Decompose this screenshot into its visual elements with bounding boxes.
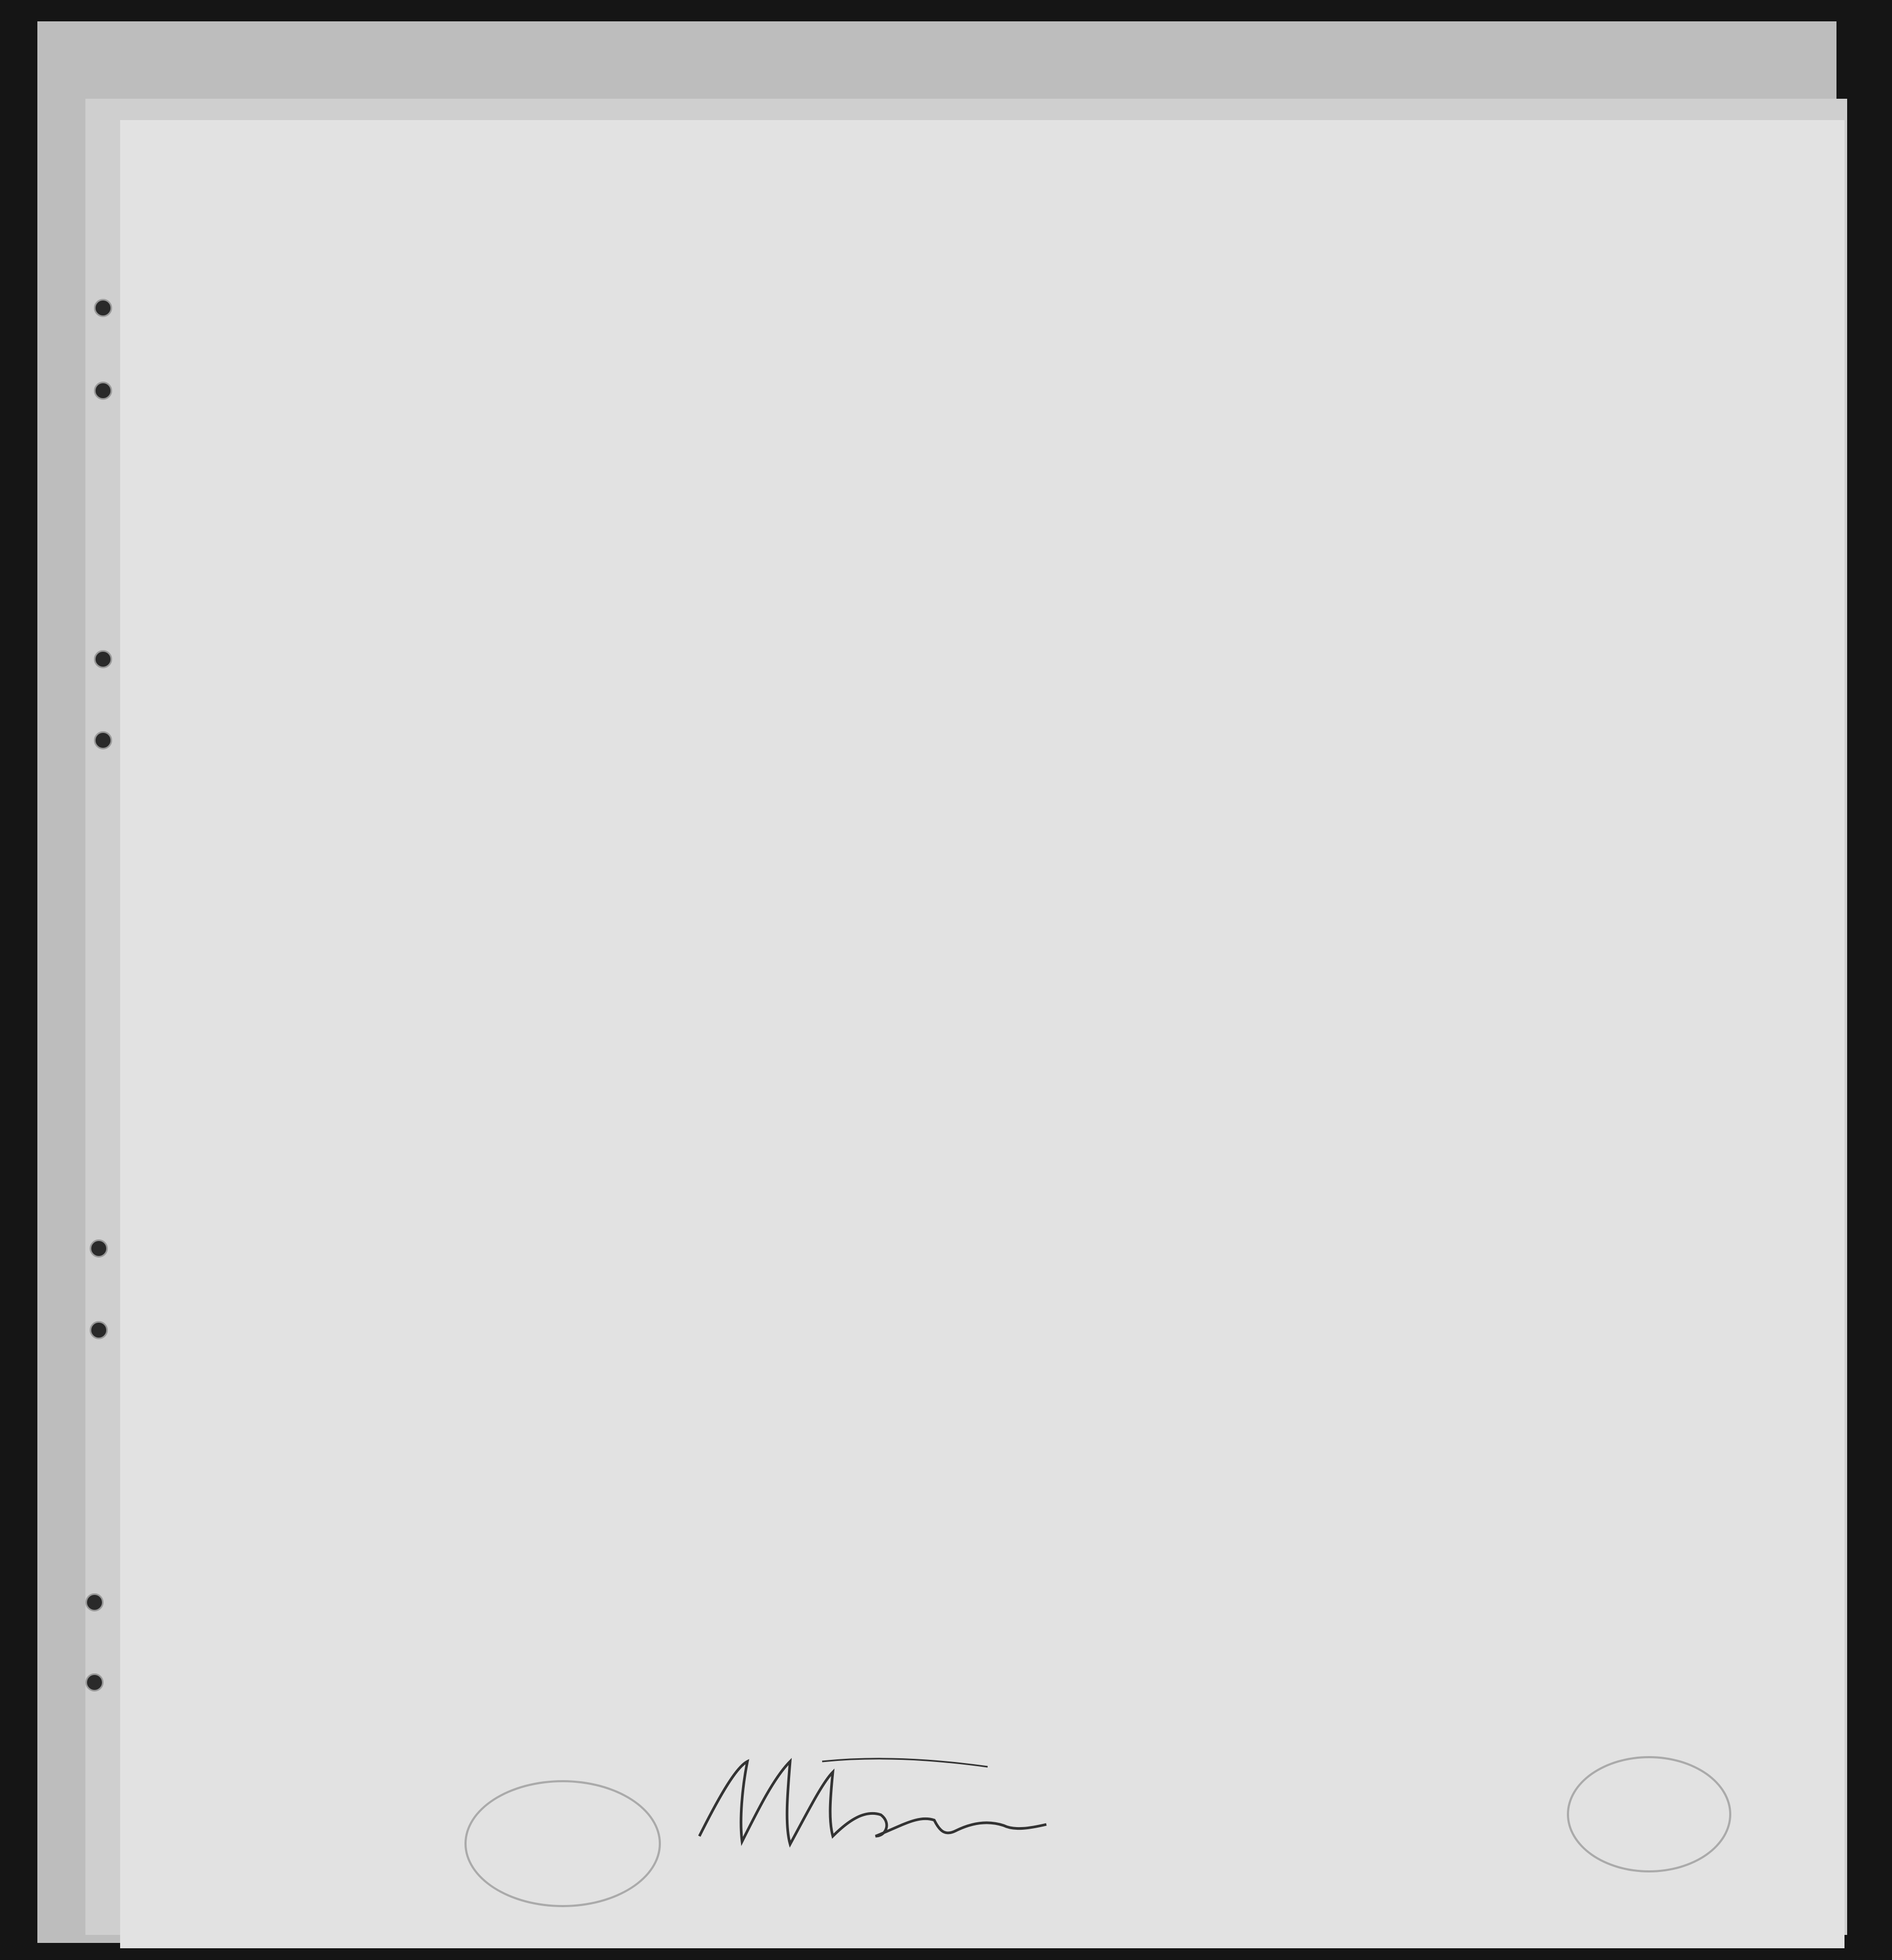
punch-hole [94,299,112,317]
mercantile-stamp-left [464,1780,661,1907]
punch-hole [90,1239,108,1258]
mercantile-stamp-right [1567,1756,1731,1872]
punch-hole [94,731,112,749]
punch-hole [85,1673,104,1692]
punch-hole [90,1321,108,1339]
inspector-signature [689,1729,1062,1868]
manifest-sheet [120,120,1844,1948]
punch-hole [94,382,112,400]
corner-stamp-text [37,98,153,116]
punch-hole [85,1593,104,1611]
punch-hole [94,650,112,668]
